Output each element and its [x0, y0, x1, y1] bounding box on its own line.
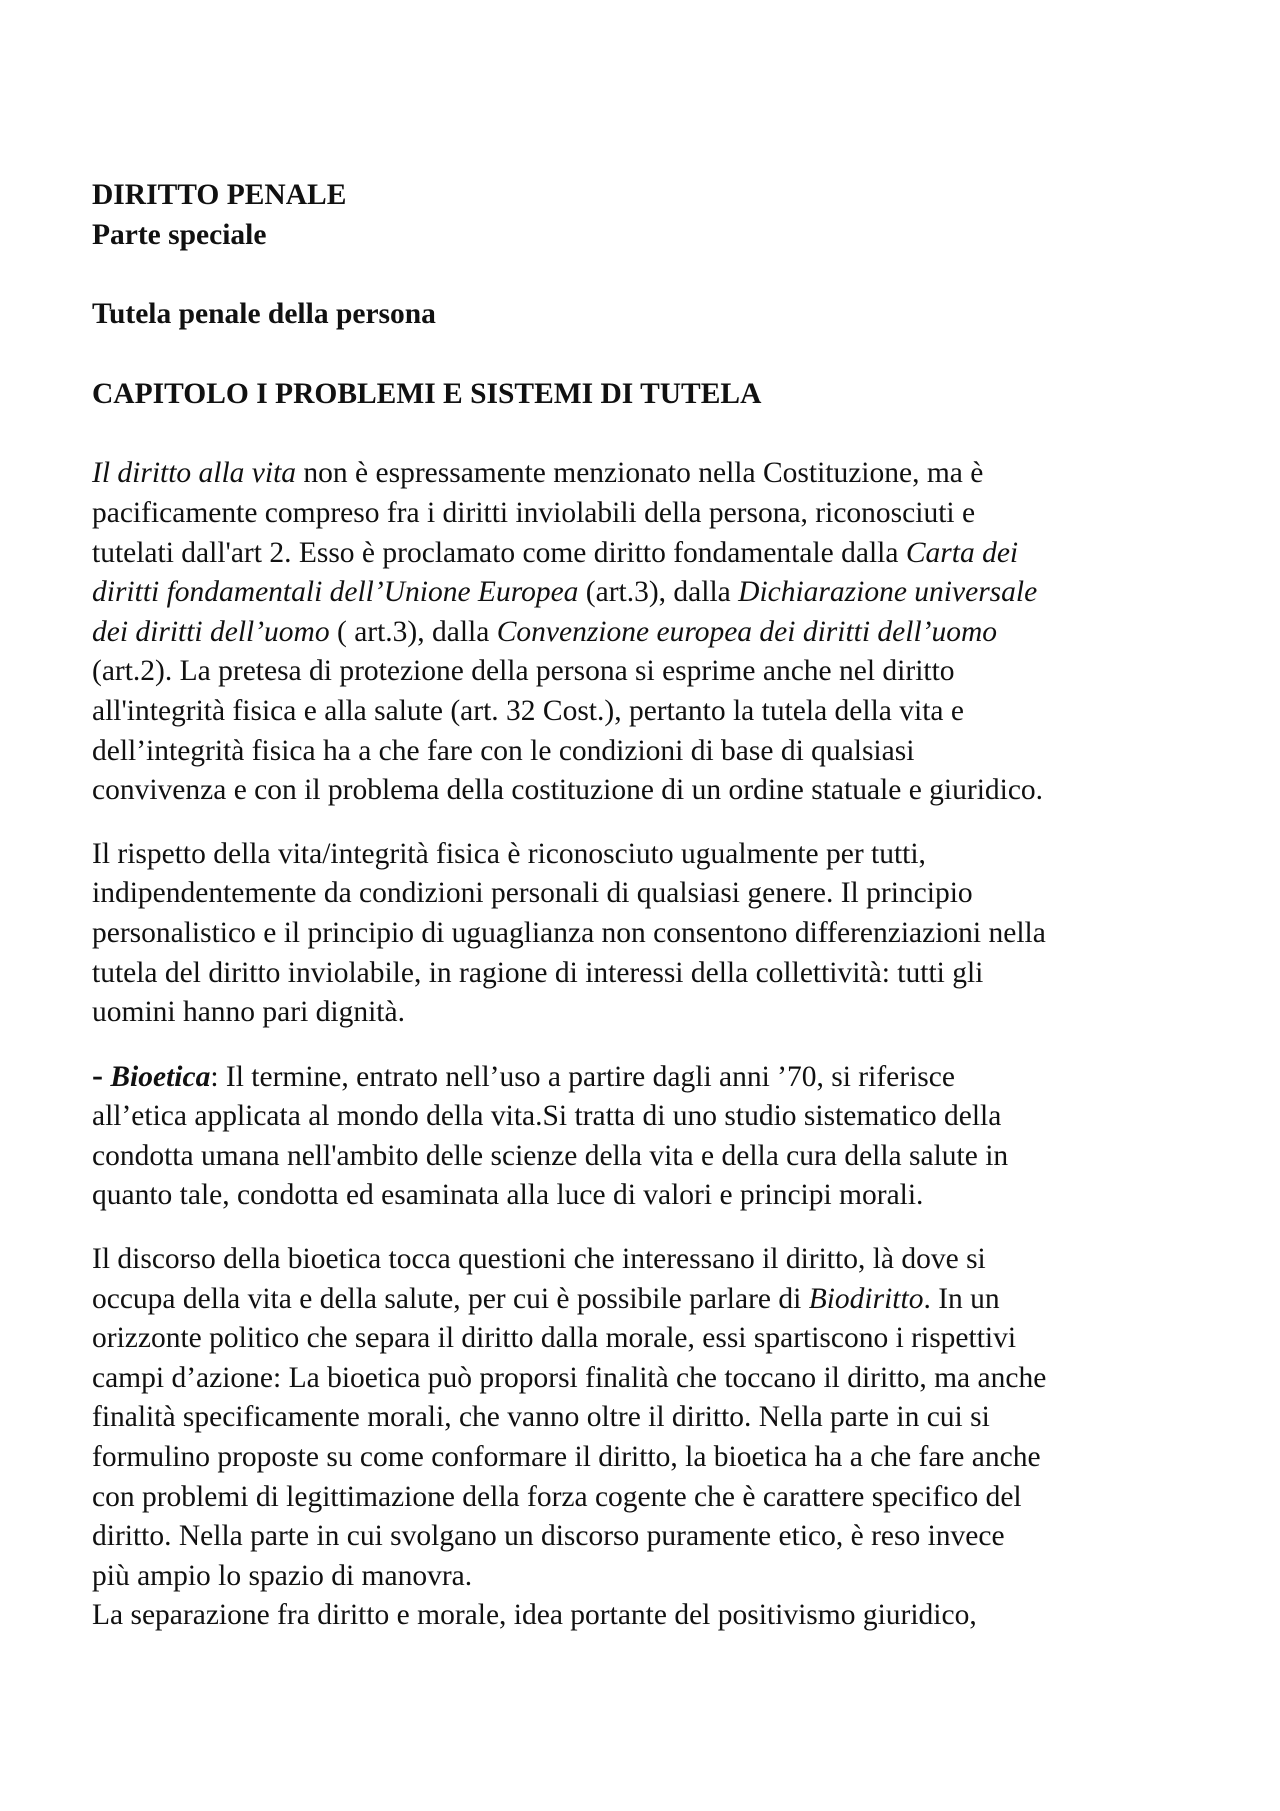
document-page — [92, 176, 1222, 1636]
paragraph-line: occupa della vita e della salute, per cui è possibile parlare di Biodiritto. In un — [92, 1282, 1000, 1315]
paragraph-line: La separazione fra diritto e morale, idea portante del positivismo giuridico, — [92, 1599, 977, 1632]
paragraph-line: convivenza e con il problema della costituzione di un ordine statuale e giuridico. — [92, 774, 1044, 807]
paragraph-line: quanto tale, condotta ed esaminata alla luce di valori e principi morali. — [92, 1179, 924, 1212]
paragraph-line: finalità specificamente morali, che vanno oltre il diritto. Nella parte in cui si — [92, 1401, 990, 1434]
paragraph-line: indipendentemente da condizioni personali di qualsiasi genere. Il principio — [92, 877, 973, 910]
paragraph-line: Il discorso della bioetica tocca questioni che interessano il diritto, là dove si — [92, 1243, 986, 1276]
paragraph-4 — [92, 1240, 1222, 1636]
document-title: DIRITTO PENALE — [92, 179, 347, 211]
document-subtitle: Parte speciale — [92, 218, 267, 251]
paragraph-line: formulino proposte su come conformare il diritto, la bioetica ha a che fare anche — [92, 1441, 1041, 1474]
paragraph-2 — [92, 835, 1222, 1033]
paragraph-line: tutela del diritto inviolabile, in ragione di interessi della collettività: tutti gli — [92, 956, 984, 989]
paragraph-line: più ampio lo spazio di manovra. — [92, 1559, 473, 1592]
paragraph-line: Il diritto alla vita non è espressamente menzionato nella Costituzione, ma è — [92, 457, 984, 490]
paragraph-line: dei diritti dell’uomo ( art.3), dalla Convenzione europea dei diritti dell’uomo — [92, 615, 998, 648]
paragraph-line: (art.2). La pretesa di protezione della persona si esprime anche nel diritto — [92, 655, 955, 688]
paragraph-line: personalistico e il principio di uguaglianza non consentono differenziazioni nella — [92, 916, 1046, 949]
paragraph-line: diritti fondamentali dell’Unione Europea (art.3), dalla Dichiarazione universale — [92, 576, 1038, 609]
paragraph-line: dell’integrità fisica ha a che fare con le condizioni di base di qualsiasi — [92, 734, 915, 767]
paragraph-line: pacificamente compreso fra i diritti inviolabili della persona, riconosciuti e — [92, 496, 976, 529]
term-bioetica: Bioetica — [110, 1060, 211, 1093]
paragraph-line: uomini hanno pari dignità. — [92, 996, 405, 1029]
paragraph-line: condotta umana nell'ambito delle scienze della vita e della cura della salute in — [92, 1139, 1009, 1172]
paragraph-line: all'integrità fisica e alla salute (art. 32 Cost.), pertanto la tutela della vita e — [92, 694, 964, 727]
paragraph-line: diritto. Nella parte in cui svolgano un discorso puramente etico, è reso invece — [92, 1520, 1005, 1553]
paragraph-line: con problemi di legittimazione della forza cogente che è carattere specifico del — [92, 1480, 1022, 1513]
chapter-heading: CAPITOLO I PROBLEMI E SISTEMI DI TUTELA — [92, 377, 762, 410]
paragraph-line: - Bioetica: Il termine, entrato nell’uso a partire dagli anni ’70, si riferisce — [92, 1057, 955, 1094]
paragraph-line: all’etica applicata al mondo della vita.Si tratta di uno studio sistematico della — [92, 1100, 1002, 1133]
paragraph-line: Il rispetto della vita/integrità fisica è riconosciuto ugualmente per tutti, — [92, 837, 926, 870]
section-heading: Tutela penale della persona — [92, 298, 436, 331]
paragraph-bioetica — [92, 1057, 1222, 1216]
paragraph-1 — [92, 454, 1222, 810]
paragraph-line: orizzonte politico che separa il diritto dalla morale, essi spartiscono i rispettivi — [92, 1322, 1017, 1355]
paragraph-line: tutelati dall'art 2. Esso è proclamato come diritto fondamentale dalla Carta dei — [92, 536, 1019, 569]
paragraph-line: campi d’azione: La bioetica può proporsi finalità che toccano il diritto, ma anche — [92, 1361, 1047, 1394]
bullet-dash: - — [92, 1057, 103, 1094]
